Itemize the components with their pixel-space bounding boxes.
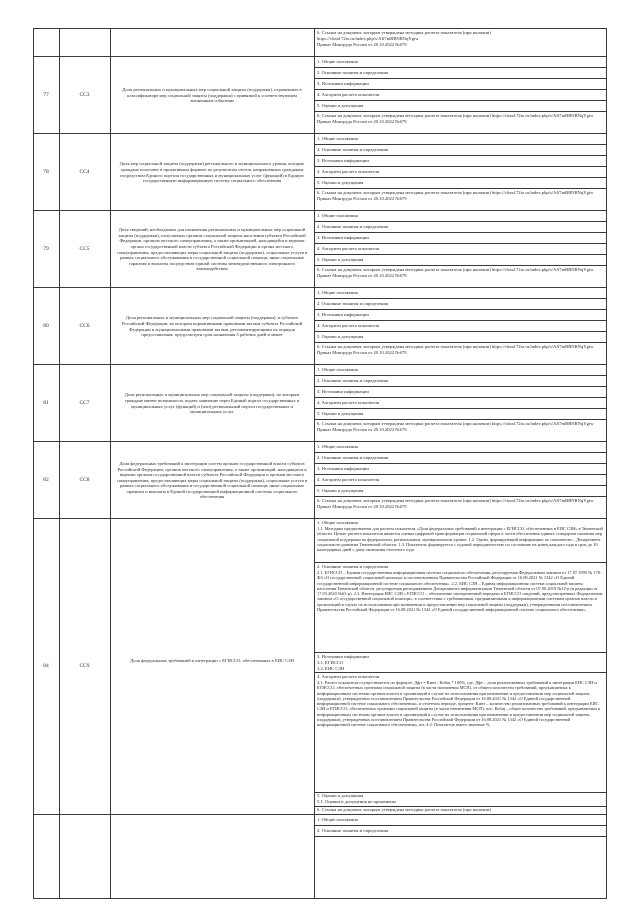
indicator-code: СС8 bbox=[79, 476, 90, 483]
section-heading: 3. Источники информации bbox=[317, 389, 369, 394]
section-heading: 4. Алгоритм расчета показателя bbox=[317, 323, 380, 328]
indicator-code: СС4 bbox=[79, 168, 90, 175]
section-heading: 2. Основные понятия и определения bbox=[317, 828, 389, 833]
row-number: 79 bbox=[43, 245, 49, 252]
sub-row-rule bbox=[314, 177, 607, 178]
continuation-text: Приказ Минтруда России от 20.10.2022 №679 bbox=[317, 42, 407, 47]
row-rule bbox=[33, 364, 607, 365]
methodology-link: 6. Ссылка на документ, которым утверждена методика расчета показателя (при наличии) https://cloud.72to.ru/index.php/s/Aff7mBBNRNqYgiw Приказ Минтруда России от 20.10.2022 №679 bbox=[317, 190, 594, 201]
indicator-description: Доля федеральных требований к интеграции с ЕГИССО, обеспеченных в ЕИС СЗН bbox=[130, 658, 294, 663]
section-heading: 1. Общие положения bbox=[317, 367, 358, 372]
indicator-code: СС7 bbox=[79, 399, 90, 406]
sub-row-rule bbox=[314, 397, 607, 398]
section-heading: 5. Оценки и допущения bbox=[317, 334, 364, 339]
section-heading: 1. Общие положения bbox=[317, 136, 358, 141]
section-body: 1.1. Методика предназначена для расчета показателя «Доля федеральных требований к интеграции с ЕГИССО, обеспеченных в ЕИС СЗН» в Тюменской области. Целью расчета показателя является оценка цифровой трансформации социальной сферы в части обеспечения единых стандартов оказания мер социальной поддержки на федеральном, региональном, муниципальном уровне. 1.2. Орган, формирующий информацию по показателю – Департамент социального развития Тюменской области. 1.3. Показатель формируется с годовой периодичностью по состоянию на конец каждого года в срок до 10 календарных дней с даты окончания отчетного года. bbox=[317, 526, 603, 553]
table-bottom-rule bbox=[33, 898, 607, 899]
sub-row-rule bbox=[314, 474, 607, 475]
sub-row-rule bbox=[314, 309, 607, 310]
sub-row-rule bbox=[314, 188, 607, 189]
column-rule bbox=[33, 28, 34, 898]
section-heading: 3. Источники информации bbox=[317, 466, 369, 471]
column-rule bbox=[110, 28, 111, 898]
indicator-code: СС9 bbox=[79, 663, 90, 669]
row-number: 81 bbox=[43, 399, 49, 406]
row-rule bbox=[33, 56, 607, 57]
sub-row-rule bbox=[314, 408, 607, 409]
row-number: 82 bbox=[43, 476, 49, 483]
sub-row-rule bbox=[314, 320, 607, 321]
sub-row-rule bbox=[314, 825, 607, 826]
column-rule bbox=[59, 28, 60, 898]
section-heading: 5. Оценки и допущения bbox=[317, 488, 364, 493]
sub-row-rule bbox=[314, 243, 607, 244]
sub-row-rule bbox=[314, 89, 607, 90]
source-item: 3.2. ЕИС СЗН bbox=[317, 666, 345, 671]
row-number: 78 bbox=[43, 168, 49, 175]
sub-row-rule bbox=[314, 100, 607, 101]
table-top-rule bbox=[33, 28, 607, 29]
indicator-description: Доля мер социальной защиты (поддержки) регионального и муниципального уровня, которые граждане получают в проактивном формате по результатам счетов, направленных гражданам посредством Единого портала государственных и муниципальных услуг (функций) в Единую государственную информационную систему социального обеспечения bbox=[119, 161, 305, 184]
sub-row-rule bbox=[314, 452, 607, 453]
sub-row-rule bbox=[314, 221, 607, 222]
continuation-text: https://cloud.72to.ru/index.php/s/Aff7mBBNRNqYgiw bbox=[317, 36, 419, 41]
row-rule bbox=[33, 287, 607, 288]
sub-row-rule bbox=[314, 419, 607, 420]
section-heading: 3. Источники информации bbox=[317, 158, 369, 163]
section-heading: 2. Основные понятия и определения bbox=[317, 70, 389, 75]
indicator-code: СС3 bbox=[79, 91, 90, 98]
sub-row-rule bbox=[314, 111, 607, 112]
sub-row-rule bbox=[314, 265, 607, 266]
section-heading: 2. Основные понятия и определения bbox=[317, 147, 389, 152]
indicator-code: СС6 bbox=[79, 322, 90, 329]
methodology-link: 6. Ссылка на документ, которым утверждена методика расчета показателя (при наличии) https://cloud.72to.ru/index.php/s/Aff7mBBNRNqYgiw Приказ Минтруда России от 20.10.2022 №679 bbox=[317, 113, 594, 124]
section-heading: 4. Алгоритм расчета показателя bbox=[317, 169, 380, 174]
sub-row-rule bbox=[314, 836, 607, 837]
section-heading: 5. Оценки и допущения bbox=[317, 793, 364, 798]
row-number: 84 bbox=[43, 663, 49, 669]
sub-row-rule bbox=[314, 78, 607, 79]
sub-row-rule bbox=[314, 331, 607, 332]
methodology-link: 6. Ссылка на документ, которым утверждена методика расчета показателя (при наличии) https://cloud.72to.ru/index.php/s/Aff7mBBNRNqYgiw Приказ Минтруда России от 20.10.2022 №679 bbox=[317, 421, 594, 432]
row-number: 80 bbox=[43, 322, 49, 329]
section-heading: 1. Общие положения bbox=[317, 59, 358, 64]
section-heading: 4. Алгоритм расчета показателя bbox=[317, 674, 380, 679]
section-heading: 1. Общие положения bbox=[317, 444, 358, 449]
sub-row-rule bbox=[314, 463, 607, 464]
sub-row-rule bbox=[314, 652, 607, 653]
section-heading: 6. Ссылка на документ, которым утверждена методика расчета показателя (при наличии) bbox=[317, 807, 491, 812]
section-heading: 2. Основные понятия и определения bbox=[317, 224, 389, 229]
section-heading: 2. Основные понятия и определения bbox=[317, 378, 389, 383]
sub-row-rule bbox=[314, 386, 607, 387]
sub-row-rule bbox=[314, 254, 607, 255]
indicator-description: Доля региональных и муниципальных мер социальной защиты (поддержки), отраженных в классификаторе мер социальной защиты (поддержки) с привязкой к соответствующим жизненным событиям bbox=[122, 87, 302, 104]
row-rule bbox=[33, 210, 607, 211]
section-heading: 3. Источники информации bbox=[317, 235, 369, 240]
row-rule bbox=[33, 814, 607, 815]
section-heading: 4. Алгоритм расчета показателя bbox=[317, 400, 380, 405]
indicator-description: Доля региональных и муниципальных мер социальной защиты (поддержки), по которым граждане имеют возможность подать заявление через Единый портал государственных и муниципальных услуг (функций) и (или) региональный портал государственных и муниципальных услуг bbox=[124, 392, 300, 415]
section-heading: 4. Алгоритм расчета показателя bbox=[317, 92, 380, 97]
sub-row-rule bbox=[314, 166, 607, 167]
section-heading: 3. Источники информации bbox=[317, 81, 369, 86]
sub-row-rule bbox=[314, 485, 607, 486]
sub-row-rule bbox=[314, 562, 607, 563]
row-number: 77 bbox=[43, 91, 49, 98]
section-heading: 5. Оценки и допущения bbox=[317, 411, 364, 416]
methodology-link: 6. Ссылка на документ, которым утверждена методика расчета показателя (при наличии) https://cloud.72to.ru/index.php/s/Aff7mBBNRNqYgiw Приказ Минтруда России от 20.10.2022 №679 bbox=[317, 267, 594, 278]
section-heading: 1. Общие положения bbox=[317, 290, 358, 295]
section-heading: 2. Основные понятия и определения bbox=[317, 301, 389, 306]
methodology-link: 6. Ссылка на документ, которым утверждена методика расчета показателя (при наличии) https://cloud.72to.ru/index.php/s/Aff7mBBNRNqYgiw Приказ Минтруда России от 20.10.2022 №679 bbox=[317, 498, 594, 509]
sub-row-rule bbox=[314, 496, 607, 497]
section-body: 4.1. Расчет показателя осуществляется по формуле: Дфт = Кинт / Кобщ * 100%, где: Дфт – доля реализованных требований к интеграции ЕИС СЗН и ЕГИССО, обеспеченных органами социальной защиты (в части назначения МСП), от общего количества требований, предъявляемых к информационным системам органов власти и организаций в случае их использования при назначении и предоставлении мер социальной защиты (поддержки), утвержденных постановлением Правительства Российской Федерации от 16.08.2021 № 1342 «О Единой государственной информационной системе социального обеспечения», в отчетном периоде, процент; Кинт – количество реализованных требований к интеграции ЕИС СЗН и ЕГИССО, обеспеченных органами социальной защиты (в части назначения МСП), шт.; Кобщ – общее количество требований, предъявляемых к информационным системам органов власти и организаций в случае их использования при назначении и предоставлении мер социальной защиты (поддержки), утвержденных постановлением Правительства Российской Федерации от 16.08.2021 № 1342 «О Единой государственной информационной системе социального обеспечения», шт. 4.2. Показатель имеет значение %. bbox=[317, 680, 601, 728]
section-heading: 2. Основные понятия и определения bbox=[317, 564, 389, 569]
methodology-link: 6. Ссылка на документ, которым утверждена методика расчета показателя (при наличии) https://cloud.72to.ru/index.php/s/Aff7mBBNRNqYgiw Приказ Минтруда России от 20.10.2022 №679 bbox=[317, 344, 594, 355]
section-heading: 1. Общие положения bbox=[317, 520, 358, 525]
section-heading: 1. Общие положения bbox=[317, 213, 358, 218]
sub-row-rule bbox=[314, 155, 607, 156]
sub-row-rule bbox=[314, 342, 607, 343]
source-item: 3.1. ЕГИССО bbox=[317, 660, 344, 665]
sub-row-rule bbox=[314, 375, 607, 376]
sub-row-rule bbox=[314, 672, 607, 673]
indicator-description: Доля региональных и муниципальных мер социальной защиты (поддержки), в субъекте Российской Федерации, во которым нормативными правовыми актами субъекта Российской Федерации и муниципальными правовыми актами, регламентирующими их порядок предоставления, предусмотрен срок назначения 5 рабочих дней и менее bbox=[121, 315, 303, 338]
continuation-text: 6. Ссылка на документ, которым утверждена методика расчета показателя (при наличии) bbox=[317, 30, 491, 35]
section-heading: 2. Основные понятия и определения bbox=[317, 455, 389, 460]
section-heading: 4. Алгоритм расчета показателя bbox=[317, 477, 380, 482]
sub-row-rule bbox=[314, 298, 607, 299]
section-heading: 3. Источники информации bbox=[317, 654, 369, 659]
sub-row-rule bbox=[314, 67, 607, 68]
section-heading: 4. Алгоритм расчета показателя bbox=[317, 246, 380, 251]
indicator-description: Доля федеральных требований к интеграции систем органов государственной власти субъекта Российской Федерации, органов местного самоуправления, а также организаций, находящихся в ведении органов государственной власти субъекта Российской Федерации и органов местного самоуправления, предоставляющих меры социальной защиты (поддержки), социальные услуги в рамках социального обслуживания и государственной социальной помощи, иные социальные гарантии и выплаты в Единой государственной информационной системы социального обеспечения bbox=[116, 460, 308, 500]
section-body: 2.1. ЕГИССО – Единая государственная информационная система социального обеспечения, регулируемая Федеральным законом от 17.07.1999 № 178-ФЗ «О государственной социальной помощи» и постановлением Правительства Российской Федерации от 16.08.2021 № 1342 «О Единой государственной информационной системе социального обеспечения». 2.2. ЕИС СЗН – Единая информационная система социальной защиты населения Тюменской области, регулируемая распоряжением Департамента информатизации Тюменской области от 07.06.2019 №12-р (в редакции от 17.03.2020 №63-р). 2.3. Интеграция ЕИС СЗН с ЕГИССО – обеспечение своевременной передачи в ЕГИССО сведений, предусмотренных Федеральным законом «О государственной социальной помощи», в соответствии с требованиями, предъявляемыми к информационным системам органов власти и организаций в случае их использования при назначении и предоставлении мер социальной защиты (поддержки), утвержденными постановлением Правительства Российской Федерации от 16.08.2021 № 1342 «О Единой государственной информационной системе социального обеспечения». bbox=[317, 570, 603, 613]
row-rule bbox=[33, 441, 607, 442]
indicator-description: Доля сведений, необходимых для назначения региональных и муниципальных мер социальной защиты (поддержки), получаемых органом социальной защиты населения субъекта Российской Федерации, органом местного самоуправления, а также организацией, находящейся в ведении органа государственной власти субъекта Российской Федерации и органа местного самоуправления, предоставляющих меры социальной защиты (поддержки), социальные услуги в рамках социального обслуживания и государственной социальной помощи, иные социальные гарантии и выплаты посредством единой системы межведомственного электронного взаимодействия bbox=[116, 227, 308, 272]
section-heading: 3. Источники информации bbox=[317, 312, 369, 317]
sub-row-rule bbox=[314, 232, 607, 233]
section-body: 5.1. Оценки и допущения не применены bbox=[317, 799, 396, 804]
indicator-code: СС5 bbox=[79, 245, 90, 252]
section-heading: 5. Оценки и допущения bbox=[317, 180, 364, 185]
section-heading: 5. Оценки и допущения bbox=[317, 257, 364, 262]
row-rule bbox=[33, 518, 607, 519]
row-rule bbox=[33, 133, 607, 134]
section-heading: 5. Оценки и допущения bbox=[317, 103, 364, 108]
section-heading: 1. Общие положения bbox=[317, 817, 358, 822]
sub-row-rule bbox=[314, 144, 607, 145]
